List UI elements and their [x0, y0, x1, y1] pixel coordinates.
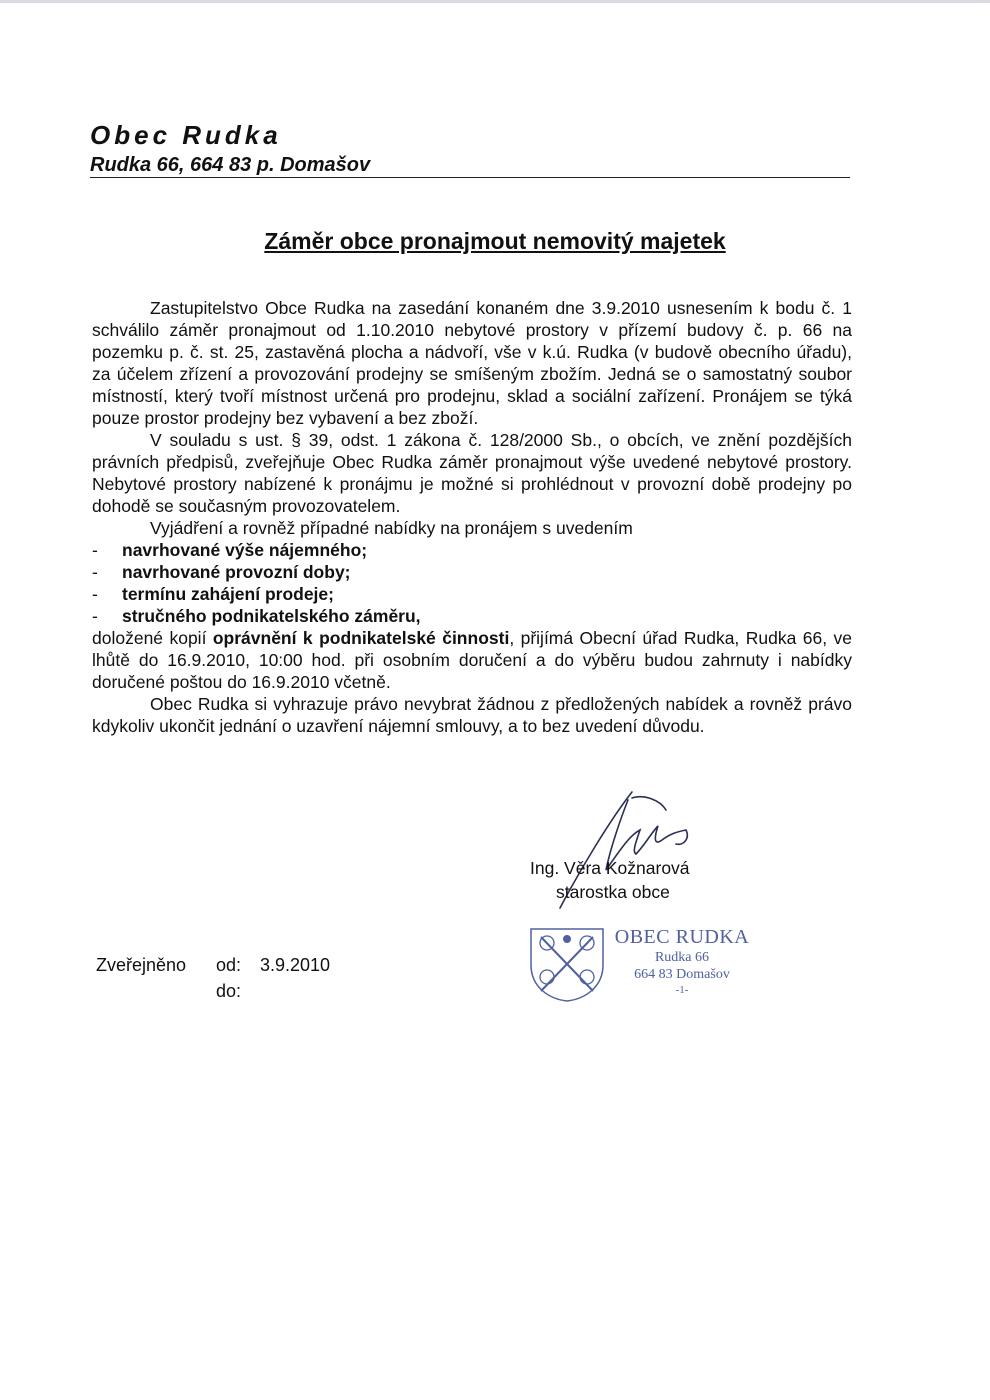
- paragraph-reservation: Obec Rudka si vyhrazuje právo nevybrat žádnou z předložených nabídek a rovněž právo kdykoliv ukončit jednání o uzavření nájemní smlouvy, a to bez uvedení důvodu.: [92, 694, 852, 736]
- list-item: [92, 605, 852, 627]
- signatory-role: starostka obce: [556, 882, 670, 902]
- stamp-text: [607, 925, 757, 997]
- document-body: [92, 297, 852, 737]
- list-dash: -: [92, 562, 98, 582]
- list-item-text: termínu zahájení prodeje;: [122, 584, 334, 604]
- list-item-text: navrhované výše nájemného;: [122, 540, 368, 560]
- submission-text-a: doložené kopií: [92, 628, 213, 648]
- coat-of-arms-icon: [527, 925, 607, 1003]
- published-label: Zveřejněno: [96, 955, 187, 975]
- signatory-block: [530, 856, 690, 904]
- stamp-line-1: OBEC RUDKA: [614, 926, 750, 948]
- document-title: Záměr obce pronajmout nemovitý majetek: [264, 228, 726, 254]
- paragraph-offers-intro: Vyjádření a rovněž případné nabídky na pronájem s uvedením: [150, 518, 633, 538]
- stamp-line-2: Rudka 66: [654, 950, 710, 965]
- list-dash: -: [92, 584, 98, 604]
- requirements-list: [92, 539, 852, 627]
- scan-edge: [0, 0, 990, 3]
- published-spacer: [96, 978, 216, 1004]
- published-to-row: [96, 978, 330, 1004]
- list-item: [92, 561, 852, 583]
- stamp-line-4: -1-: [675, 984, 689, 996]
- list-dash: -: [92, 606, 98, 626]
- signatory-name: Ing. Věra Kožnarová: [530, 858, 690, 878]
- paragraph-legal-basis: V souladu s ust. § 39, odst. 1 zákona č. 128/2000 Sb., o obcích, ve znění pozdějších právních předpisů, zveřejňuje Obec Rudka záměr pronajmout výše uvedené nebytové prostory. Nebytové prostory nabízené k pronájmu je možné si prohlédnout v provozní době prodejny po dohodě se současným provozovatelem.: [92, 430, 852, 516]
- published-from-row: [96, 952, 330, 978]
- org-address: Rudka 66, 664 83 p. Domašov: [90, 154, 371, 176]
- stamp-line-3: 664 83 Domašov: [634, 967, 730, 982]
- list-item-text: stručného podnikatelského záměru,: [122, 606, 421, 626]
- paragraph-submission: [92, 627, 852, 693]
- published-od-label: od:: [216, 955, 242, 975]
- list-item: [92, 539, 852, 561]
- submission-text-c: , přijímá Obecní úřad Rudka, Rudka 66, ve lhůtě do 16.9.2010, 10:00 hod. při osobním doručení a do výběru budou zahrnuty i nabídky doručené poštou do 16.9.2010 včetně.: [92, 628, 852, 692]
- paragraph-resolution: Zastupitelstvo Obce Rudka na zasedání konaném dne 3.9.2010 usnesením k bodu č. 1 schválilo záměr pronajmout od 1.10.2010 nebytové prostory v přízemí budovy č. p. 66 na pozemku p. č. st. 25, zastavěná plocha a nádvoří, vše v k.ú. Rudka (v budově obecního úřadu), za účelem zřízení a provozování prodejny se smíšeným zbožím. Jedná se o samostatný soubor místností, který tvoří místnost určená pro prodejnu, sklad a sociální zařízení. Pronájem se týká pouze prostor prodejny bez vybavení a bez zboží.: [92, 298, 852, 428]
- publication-dates: [96, 952, 330, 1004]
- list-dash: -: [92, 540, 98, 560]
- published-od-value: 3.9.2010: [260, 955, 331, 975]
- list-item: [92, 583, 852, 605]
- published-do-label: do:: [216, 981, 242, 1001]
- official-stamp: [527, 925, 767, 1005]
- org-name: Obec Rudka: [90, 120, 282, 150]
- header-divider: [90, 177, 850, 178]
- letterhead: [90, 118, 850, 178]
- submission-license-text: oprávnění k podnikatelské činnosti: [212, 628, 510, 648]
- list-item-text: navrhované provozní doby;: [122, 562, 351, 582]
